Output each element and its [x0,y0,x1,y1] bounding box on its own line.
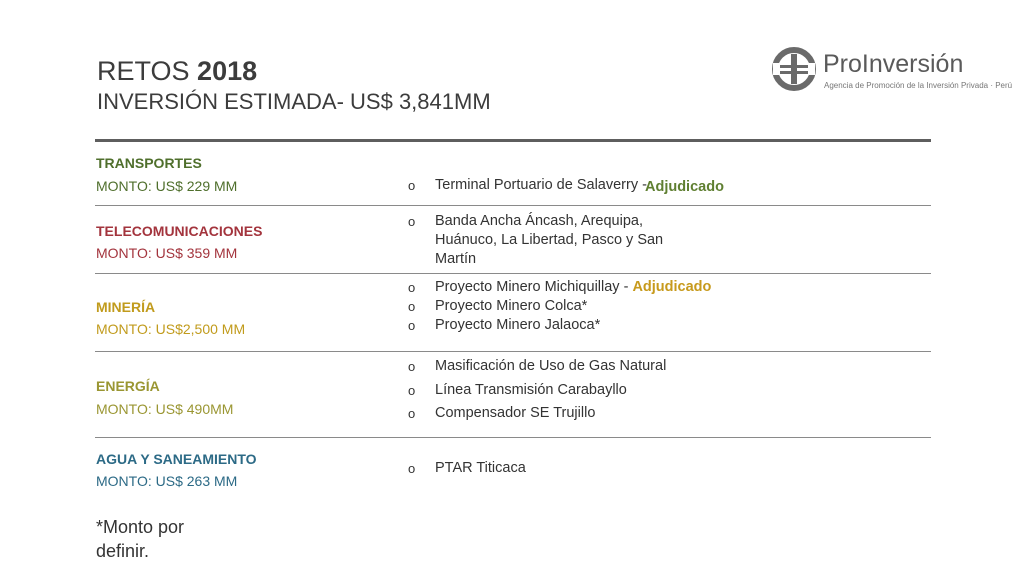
project-name: Proyecto Minero Michiquillay - [435,279,629,295]
project-name-line: Banda Ancha Áncash, Arequipa, [435,213,643,229]
row-divider [95,351,931,352]
list-item [408,459,526,478]
title-prefix: RETOS [97,56,190,86]
status-badge: Adjudicado [632,279,712,295]
bullet-icon: o [408,214,416,229]
project-list-agua-saneamiento [408,459,526,478]
bullet-icon: o [408,406,416,421]
sector-amount-telecomunicaciones: MONTO: US$ 359 MM [96,245,238,261]
bullet-icon: o [408,280,416,295]
project-name: Terminal Portuario de Salaverry - [435,177,647,193]
project-name-line: Huánuco, La Libertad, Pasco y San [435,232,664,248]
row-divider [95,205,931,206]
project-name: Compensador SE Trujillo [435,405,596,421]
sector-name-energia: ENERGÍA [96,378,160,394]
bullet-icon: o [408,318,416,333]
sector-amount-energia: MONTO: US$ 490MM [96,401,234,417]
logo-tagline: Agencia de Promoción de la Inversión Privada · Perú [824,81,1013,90]
project-list-transportes [408,176,724,195]
bullet-icon: o [408,461,416,476]
row-divider [95,273,931,274]
list-item [408,316,711,335]
title-year: 2018 [197,56,258,86]
project-list-telecomunicaciones [408,212,663,269]
sector-name-transportes: TRANSPORTES [96,155,202,171]
list-item [408,404,666,423]
page-subtitle: INVERSIÓN ESTIMADA- US$ 3,841MM [97,89,491,114]
project-name: PTAR Titicaca [435,460,526,476]
sector-name-agua-saneamiento: AGUA Y SANEAMIENTO [96,451,257,467]
status-badge: Adjudicado [644,179,724,195]
row-divider [95,437,931,438]
list-item [408,212,663,269]
sector-name-mineria: MINERÍA [96,299,156,315]
footnote: *Monto por definir. [96,517,185,561]
page-title [97,56,257,86]
sector-amount-mineria: MONTO: US$2,500 MM [96,321,246,337]
bullet-icon: o [408,359,416,374]
list-item [408,357,666,376]
table-top-rule [95,139,931,142]
sector-amount-transportes: MONTO: US$ 229 MM [96,178,238,194]
list-item [408,176,724,195]
list-item [408,381,666,400]
project-name-line: Martín [435,251,477,267]
project-name: Línea Transmisión Carabayllo [435,382,627,398]
project-list-energia [408,357,666,423]
proinversion-emblem-icon [771,46,817,92]
list-item [408,297,711,316]
list-item [408,278,711,297]
project-name: Proyecto Minero Jalaoca* [435,317,601,333]
sector-name-telecomunicaciones: TELECOMUNICACIONES [96,223,263,239]
logo-name: ProInversión [823,50,964,78]
bullet-icon: o [408,299,416,314]
project-list-mineria [408,278,711,335]
bullet-icon: o [408,383,416,398]
bullet-icon: o [408,178,416,193]
proinversion-logo [771,44,1013,100]
project-name: Masificación de Uso de Gas Natural [435,358,667,374]
project-name: Proyecto Minero Colca* [435,298,588,314]
sector-amount-agua-saneamiento: MONTO: US$ 263 MM [96,473,238,489]
